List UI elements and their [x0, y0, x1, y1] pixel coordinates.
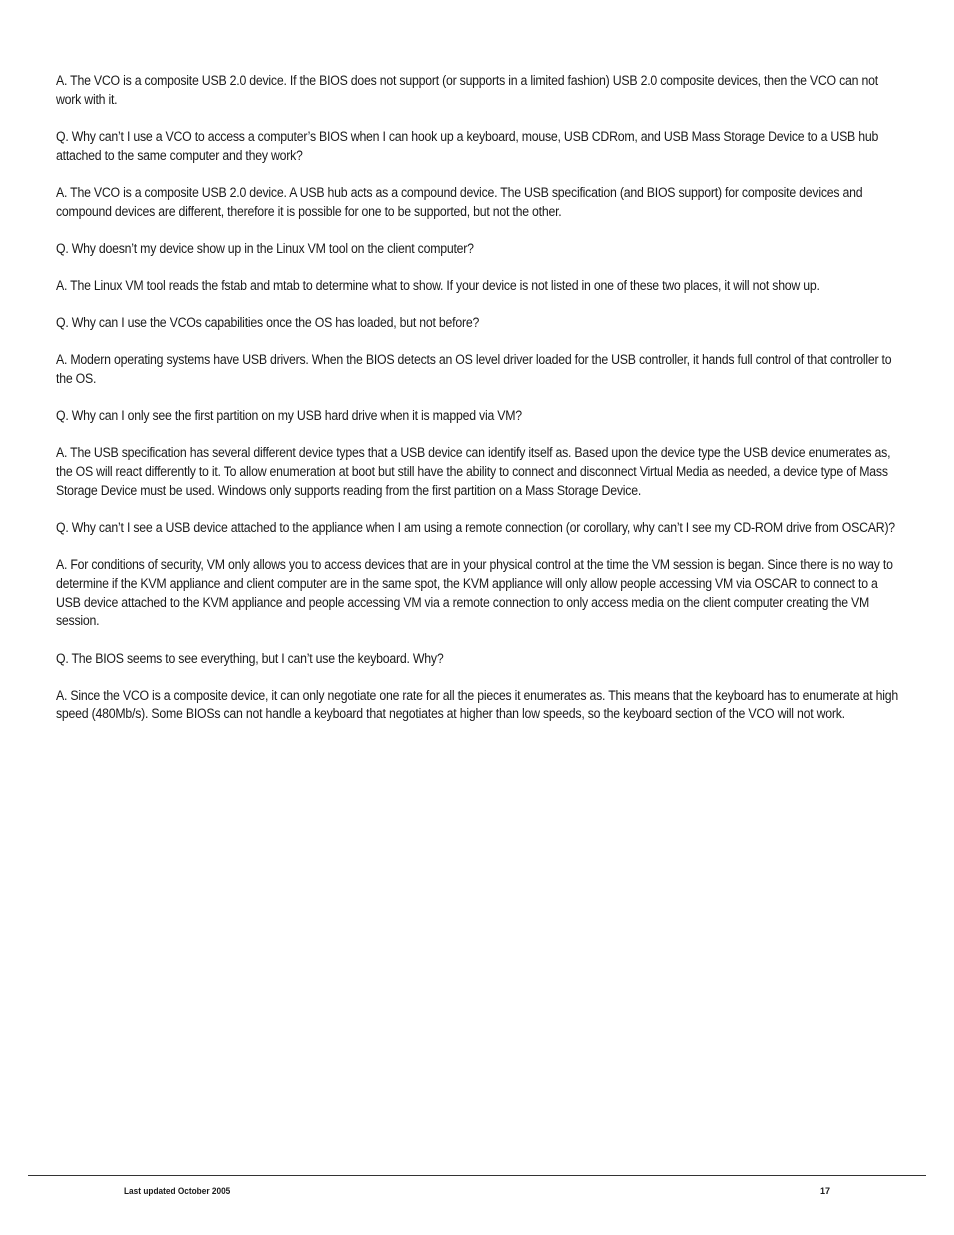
- faq-question-linux-vm: Q. Why doesn’t my device show up in the Linux VM tool on the client computer?: [56, 240, 474, 256]
- faq-answer-keyboard: A. Since the VCO is a composite device, it can only negotiate one rate for all the pieces it enumerates as. This means that the keyboard has to enumerate at high speed (480Mb/s). Some BIOSs can not handle a keyboard that negotiates at higher than low speeds, so the keyboard section of the VCO will not work.: [56, 687, 899, 722]
- faq-answer-bios-hub: A. The VCO is a composite USB 2.0 device. A USB hub acts as a compound device. The USB specification (and BIOS support) for composite devices and compound devices are different, therefore it is possible for one to be supported, but not the other.: [56, 184, 863, 219]
- footer-divider: [28, 1175, 926, 1176]
- faq-body: [56, 72, 901, 743]
- faq-answer-linux-vm: A. The Linux VM tool reads the fstab and mtab to determine what to show. If your device is not listed in one of these two places, it will not show up.: [56, 277, 820, 293]
- faq-answer-remote-usb: A. For conditions of security, VM only allows you to access devices that are in your physical control at the time the VM session is began. Since there is no way to determine if the KVM appliance and client computer are in the same spot, the KVM appliance will only allow people accessing VM via OSCAR to connect to a USB device attached to the KVM appliance and people accessing VM via a remote connection to only access media on the client computer creating the VM session.: [56, 557, 893, 629]
- faq-question-remote-usb: Q. Why can’t I see a USB device attached to the appliance when I am using a remote connection (or corollary, why can’t I see my CD-ROM drive from OSCAR)?: [56, 520, 895, 536]
- faq-answer-composite-bios: A. The VCO is a composite USB 2.0 device. If the BIOS does not support (or supports in a limited fashion) USB 2.0 composite devices, then the VCO can not work with it.: [56, 73, 878, 107]
- faq-question-os-loaded: Q. Why can I use the VCOs capabilities once the OS has loaded, but not before?: [56, 315, 480, 331]
- faq-question-first-partition: Q. Why can I only see the first partition on my USB hard drive when it is mapped via VM?: [56, 408, 522, 424]
- faq-answer-os-loaded: A. Modern operating systems have USB drivers. When the BIOS detects an OS level driver loaded for the USB controller, it hands full control of that controller to the OS.: [56, 352, 892, 387]
- faq-question-bios-hub: Q. Why can’t I use a VCO to access a computer’s BIOS when I can hook up a keyboard, mouse, USB CDRom, and USB Mass Storage Device to a USB hub attached to the same computer and they work?: [56, 128, 879, 163]
- faq-answer-first-partition: A. The USB specification has several different device types that a USB device can identify itself as. Based upon the device type the USB device enumerates as, the OS will react differently to it. To allow enumeration at boot but still have the ability to connect and disconnect Virtual Media as needed, a device type of Mass Storage Device must be used. Windows only supports reading from the first partition on a Mass Storage Device.: [56, 445, 891, 498]
- faq-question-keyboard: Q. The BIOS seems to see everything, but I can’t use the keyboard. Why?: [56, 650, 444, 666]
- page-number: 17: [820, 1186, 831, 1196]
- footer-last-updated: Last updated October 2005: [124, 1186, 231, 1196]
